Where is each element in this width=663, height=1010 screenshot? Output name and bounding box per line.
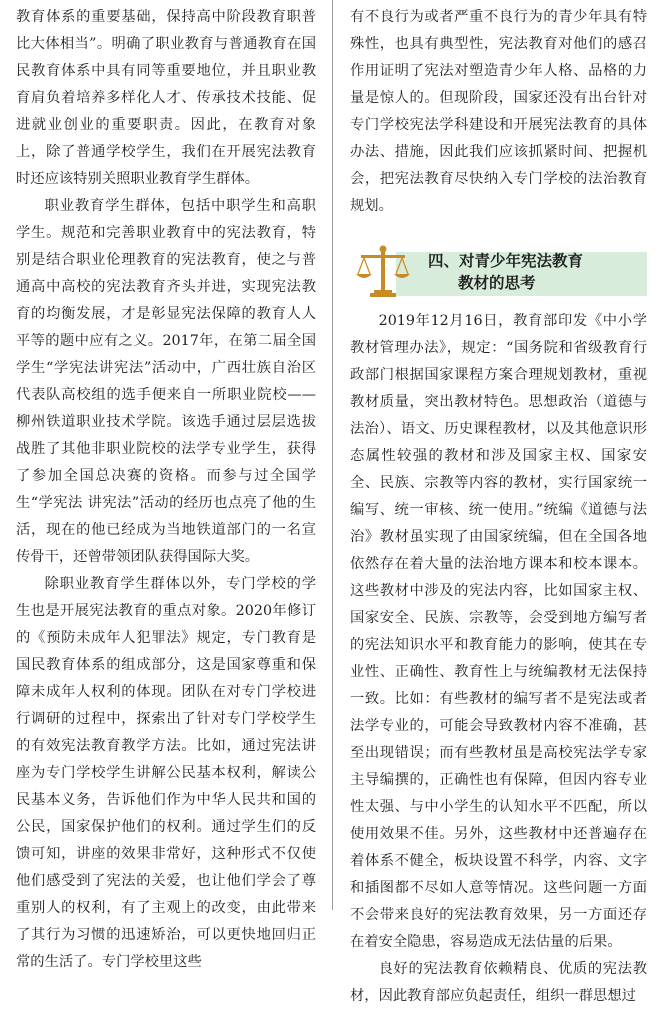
paragraph: 良好的宪法教育依赖精良、优质的宪法教材，因此教育部应负起责任，组织一群思想过 bbox=[350, 961, 647, 1004]
paragraph: 教育体系的重要基础，保持高中阶段教育职普比大体相当”。明确了职业教育与普通教育在国民教育体系中具有同等重要地位，并且职业教育肩负着培养多样化人才、传承技术技能、促进就业创业的重要职责。因此，在教育对象上，除了普通学校学生，我们在开展宪法教育时还应该特别关照职业教育学生群体。 bbox=[16, 9, 316, 187]
paragraph: 2019年12月16日，教育部印发《中小学教材管理办法》，规定：“国务院和省级教育行政部门根据国家课程方案合理规划教材，重视教材质量，突出教材特色。思想政治（道德与法治）、语文、历史课程教材，以及其他意识形态属性较强的教材和涉及国家主权、国家安全、民族、宗教等内容的教材，实行国家统一编写、统一审核、统一使用。”统编《道德与法治》教材虽实现了由国家统编，但在全国各地依然存在着大量的法治地方课本和校本课本。这些教材中涉及的宪法内容，比如国家主权、国家安全、民族、宗教等，会受到地方编写者的宪法知识水平和教育能力的影响，使其在专业性、正确性、教育性上与统编教材无法保持一致。比如：有些教材的编写者不是宪法或者法学专业的，可能会导致教材内容不准确，甚至出现错误；而有些教材虽是高校宪法学专家主导编撰的，正确性也有保障，但因内容专业性太强、与中小学生的认知水平不匹配，所以使用效果不佳。另外，这些教材中还普遍存在着体系不健全，板块设置不科学，内容、文字和插图都不尽如人意等情况。这些问题一方面不会带来良好的宪法教育效果，另一方面还存在着安全隐患，容易造成无法估量的后果。 bbox=[350, 313, 647, 950]
section-title-line1: 四、对青少年宪法教育 bbox=[428, 252, 584, 270]
section-title-line2: 教材的思考 bbox=[458, 274, 536, 292]
column-divider bbox=[332, 0, 333, 910]
scales-of-justice-icon bbox=[354, 244, 412, 300]
left-column bbox=[16, 4, 316, 976]
right-column bbox=[350, 4, 647, 1010]
paragraph: 职业教育学生群体，包括中职学生和高职学生。规范和完善职业教育中的宪法教育，特别是结合职业伦理教育的宪法教育，使之与普通高中高校的宪法教育齐头并进，实现宪法教育的均衡发展，才是彰显宪法保障的教育人人平等的题中应有之义。2017年，在第二届全国学生“学宪法讲宪法”活动中，广西壮族自治区代表队高校组的选手便来自一所职业院校——柳州铁道职业技术学院。该选手通过层层选拔战胜了其他非职业院校的法学专业学生，获得了参加全国总决赛的资格。而参与过全国学生“学宪法 讲宪法”活动的经历也点亮了他的生活，现在的他已经成为当地铁道部门的一名宣传骨干，还曾带领团队获得国际大奖。 bbox=[16, 198, 316, 565]
section-title bbox=[428, 250, 583, 294]
paragraph: 有不良行为或者严重不良行为的青少年具有特殊性，也具有典型性，宪法教育对他们的感召作用证明了宪法对塑造青少年人格、品格的力量是惊人的。但现阶段，国家还没有出台针对专门学校宪法学科建设和开展宪法教育的具体办法、措施，因此我们应该抓紧时间、把握机会，把宪法教育尽快纳入专门学校的法治教育规划。 bbox=[350, 9, 647, 214]
section-heading bbox=[350, 244, 647, 300]
paragraph: 除职业教育学生群体以外，专门学校的学生也是开展宪法教育的重点对象。2020年修订的《预防未成年人犯罪法》规定，专门教育是国民教育体系的组成部分，这是国家尊重和保障未成年人权利的体现。团队在对专门学校进行调研的过程中，探索出了针对专门学校学生的有效宪法教育教学方法。比如，通过宪法讲座为专门学校学生讲解公民基本权利，解读公民基本义务，告诉他们作为中华人民共和国的公民，国家保护他们的权利。通过学生们的反馈可知，讲座的效果非常好，这种形式不仅使他们感受到了宪法的关爱，也让他们学会了尊重别人的权利，有了主观上的改变，由此带来了其行为习惯的迅速矫治，可以更快地回归正常的生活了。专门学校里这些 bbox=[16, 576, 316, 970]
